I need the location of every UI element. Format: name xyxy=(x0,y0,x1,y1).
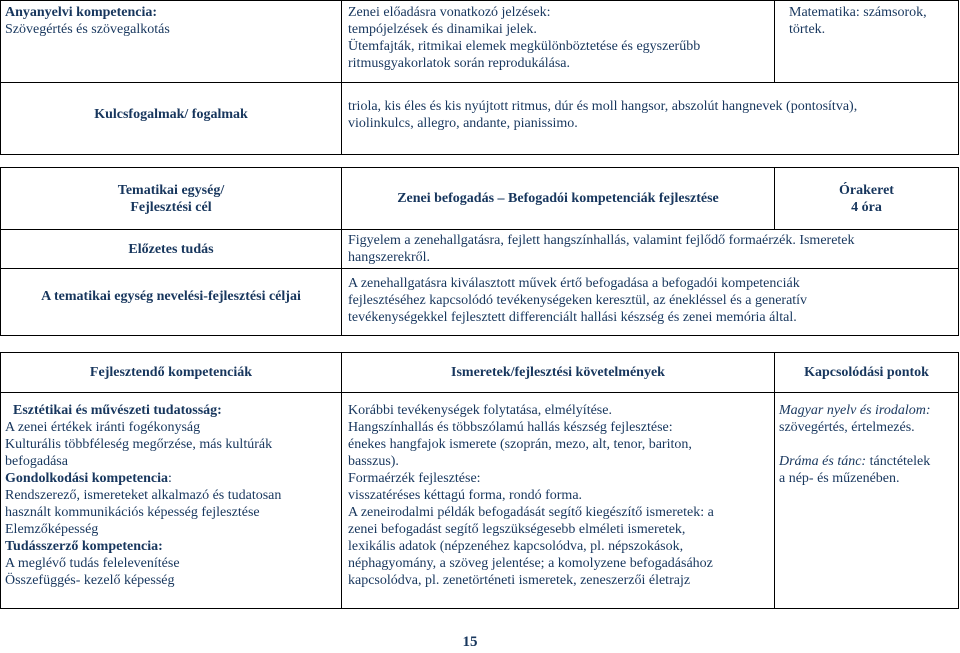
thematic-unit-label-line: Fejlesztési cél xyxy=(130,199,212,215)
language-competency-cell xyxy=(1,1,342,83)
prior-knowledge-cell xyxy=(342,230,959,269)
connections-cell xyxy=(775,393,959,609)
math-cell xyxy=(775,1,959,83)
competency-line: Elemzőképesség xyxy=(5,522,99,537)
requirements-cell xyxy=(342,393,775,609)
competency-line: Kulturális többféleség megőrzése, más kultúrák xyxy=(5,437,273,452)
competency-table-top xyxy=(0,0,959,155)
requirement-line: basszus). xyxy=(348,454,399,469)
thematic-unit-table xyxy=(0,167,959,336)
math-line: Matematika: számsorok, xyxy=(789,5,927,20)
music-signs-line: ritmusgyakorlatok során reprodukálása. xyxy=(348,56,570,71)
thinking-heading xyxy=(5,470,337,487)
connection-spacer xyxy=(779,436,956,453)
requirement-line: énekes hangfajok ismerete (szoprán, mezo, alt, tenor, bariton, xyxy=(348,437,692,452)
thematic-unit-title: Zenei befogadás – Befogadói kompetenciák fejlesztése xyxy=(342,168,775,230)
key-concepts-line: violinkulcs, allegro, andante, pianissimo. xyxy=(348,115,578,131)
connection-subject: Dráma és tánc: xyxy=(779,454,867,469)
connection-drama xyxy=(779,453,956,470)
goals-cell xyxy=(342,269,959,336)
hours-label: Órakeret xyxy=(839,182,894,198)
competency-line: befogadása xyxy=(5,454,68,469)
requirement-line: néphagyomány, a szöveg jelentése; a komolyzene befogadásához xyxy=(348,556,713,571)
goals-line: A zenehallgatásra kiválasztott művek értő befogadása a befogadói kompetenciák xyxy=(348,276,800,291)
thematic-unit-label-line: Tematikai egység/ xyxy=(117,182,225,198)
key-concepts-cell xyxy=(342,83,959,155)
connection-subject: Magyar nyelv és irodalom: xyxy=(779,403,931,418)
competency-line: A zenei értékek iránti fogékonyság xyxy=(5,420,201,435)
hours-value: 4 óra xyxy=(851,199,882,215)
aesthetic-heading: Esztétikai és művészeti tudatosság: xyxy=(13,403,222,418)
competency-line: Összefüggés- kezelő képesség xyxy=(5,573,175,588)
knowledge-heading: Tudásszerző kompetencia: xyxy=(5,539,163,554)
competency-line: Rendszerező, ismereteket alkalmazó és tudatosan xyxy=(5,488,282,503)
requirement-line: Formaérzék fejlesztése: xyxy=(348,471,481,486)
language-competency-title: Anyanyelvi kompetencia: xyxy=(5,5,158,20)
competencies-table xyxy=(0,352,959,609)
music-signs-line: Zenei előadásra vonatkozó jelzések: xyxy=(348,5,551,20)
requirement-line: kapcsolódva, pl. zenetörténeti ismeretek, zeneszerzői életrajz xyxy=(348,573,691,588)
header-competencies: Fejlesztendő kompetenciák xyxy=(1,353,342,393)
thinking-heading-colon: : xyxy=(167,471,172,486)
competency-line: A meglévő tudás felelevenítése xyxy=(5,556,180,571)
goals-label: A tematikai egység nevelési-fejlesztési céljai xyxy=(1,269,342,336)
hours-cell xyxy=(775,168,959,230)
page-number: 15 xyxy=(462,634,478,650)
connection-text: szövegértés, értelmezés. xyxy=(779,420,915,435)
music-signs-cell xyxy=(342,1,775,83)
thinking-heading-bold: Gondolkodási kompetencia xyxy=(5,471,168,486)
header-requirements: Ismeretek/fejlesztési követelmények xyxy=(342,353,775,393)
competency-line: használt kommunikációs képesség fejlesztése xyxy=(5,505,260,520)
requirement-line: zenei befogadást segítő legszükségesebb elméleti ismeretek, xyxy=(348,522,686,537)
requirement-line: visszatéréses kéttagú forma, rondó forma. xyxy=(348,488,583,503)
music-signs-line: tempójelzések és dinamikai jelek. xyxy=(348,22,537,37)
key-concepts-label: Kulcsfogalmak/ fogalmak xyxy=(1,83,342,155)
key-concepts-line: triola, kis éles és kis nyújtott ritmus, dúr és moll hangsor, abszolút hangnevek (pontosítva), xyxy=(348,98,858,114)
math-line: törtek. xyxy=(789,22,826,37)
connection-text: tánctételek xyxy=(866,454,931,469)
connection-text: a nép- és műzenében. xyxy=(779,471,900,486)
requirement-line: A zeneirodalmi példák befogadását segítő kiegészítő ismeretek: a xyxy=(348,505,714,520)
header-connections: Kapcsolódási pontok xyxy=(775,353,959,393)
language-competency-text: Szövegértés és szövegalkotás xyxy=(5,22,170,37)
prior-knowledge-line: Figyelem a zenehallgatásra, fejlett hangszínhallás, valamint fejlődő formaérzék. Ismeretek xyxy=(348,233,855,248)
prior-knowledge-label: Előzetes tudás xyxy=(1,230,342,269)
thematic-unit-label xyxy=(1,168,342,230)
goals-line: tevékenységekkel fejlesztett differenciált hallási készség és zenei memória által. xyxy=(348,310,797,325)
goals-line: fejlesztéséhez kapcsolódó tevékenységeken keresztül, az énekléssel és a generatív xyxy=(348,293,808,308)
requirement-line: lexikális adatok (népzenéhez kapcsolódva, pl. népszokások, xyxy=(348,539,684,554)
music-signs-line: Ütemfajták, ritmikai elemek megkülönböztetése és egyszerűbb xyxy=(348,39,701,54)
requirement-line: Hangszínhallás és többszólamú hallás készség fejlesztése: xyxy=(348,420,673,435)
competencies-cell xyxy=(1,393,342,609)
requirement-line: Korábbi tevékenységek folytatása, elmélyítése. xyxy=(348,403,612,418)
prior-knowledge-line: hangszerekről. xyxy=(348,250,431,265)
